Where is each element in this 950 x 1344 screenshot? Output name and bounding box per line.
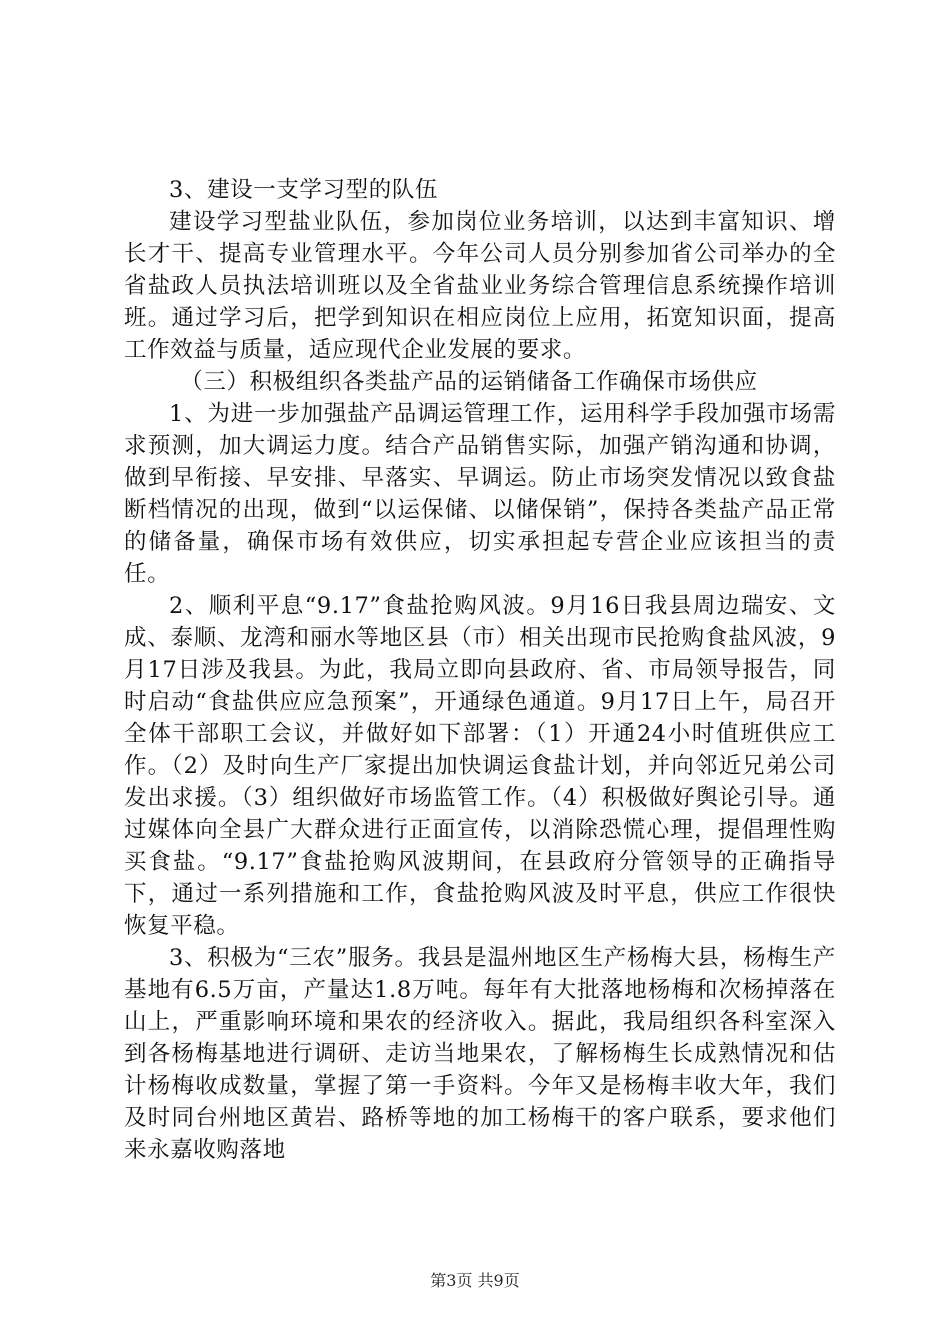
subheading-learning-team: 3、建设一支学习型的队伍	[169, 177, 439, 203]
page-number-footer: 第3页 共9页	[430, 1271, 520, 1290]
paragraph-panic-buying: 2、顺利平息“9.17”食盐抢购风波。9月16日我县周边瑞安、文成、泰顺、龙湾和丽水等地区县（市）相关出现市民抢购食盐风波，9月17日涉及我县。为此，我局立即向县政府、省、市局领导报告，同时启动“食盐供应应急预案”，开通绿色通道。9月17日上午，局召开全体干部职工会议，并做好如下部署：（1）开通24小时值班供应工作。（2）及时向生产厂家提出加快调运食盐计划，并向邻近兄弟公司发出求援。（3）组织做好市场监管工作。（4）积极做好舆论引导。通过媒体向全县广大群众进行正面宣传，以消除恐慌心理，提倡理性购买食盐。“9.17”食盐抢购风波期间，在县政府分管领导的正确指导下，通过一系列措施和工作，食盐抢购风波及时平息，供应工作很快恢复平稳。	[124, 593, 836, 939]
paragraph-agriculture-service: 3、积极为“三农”服务。我县是温州地区生产杨梅大县，杨梅生产基地有6.5万亩，产量达1.8万吨。每年有大批落地杨梅和次杨掉落在山上，严重影响环境和果农的经济收入。据此，我局组织各科室深入到各杨梅基地进行调研、走访当地果农，了解杨梅生长成熟情况和估计杨梅收成数量，掌握了第一手资料。今年又是杨梅丰收大年，我们及时同台州地区黄岩、路桥等地的加工杨梅干的客户联系，要求他们来永嘉收购落地	[124, 945, 836, 1163]
section-heading-supply: （三）积极组织各类盐产品的运销储备工作确保市场供应	[180, 369, 758, 395]
paragraph-learning-team: 建设学习型盐业队伍，参加岗位业务培训，以达到丰富知识、增长才干、提高专业管理水平。今年公司人员分别参加省公司举办的全省盐政人员执法培训班以及全省盐业业务综合管理信息系统操作培训班。通过学习后，把学到知识在相应岗位上应用，拓宽知识面，提高工作效益与质量，适应现代企业发展的要求。	[124, 209, 836, 363]
document-body	[124, 174, 836, 1166]
paragraph-transport-management: 1、为进一步加强盐产品调运管理工作，运用科学手段加强市场需求预测，加大调运力度。结合产品销售实际，加强产销沟通和协调，做到早衔接、早安排、早落实、早调运。防止市场突发情况以致食盐断档情况的出现，做到“以运保储、以储保销”，保持各类盐产品正常的储备量，确保市场有效供应，切实承担起专营企业应该担当的责任。	[124, 401, 836, 587]
